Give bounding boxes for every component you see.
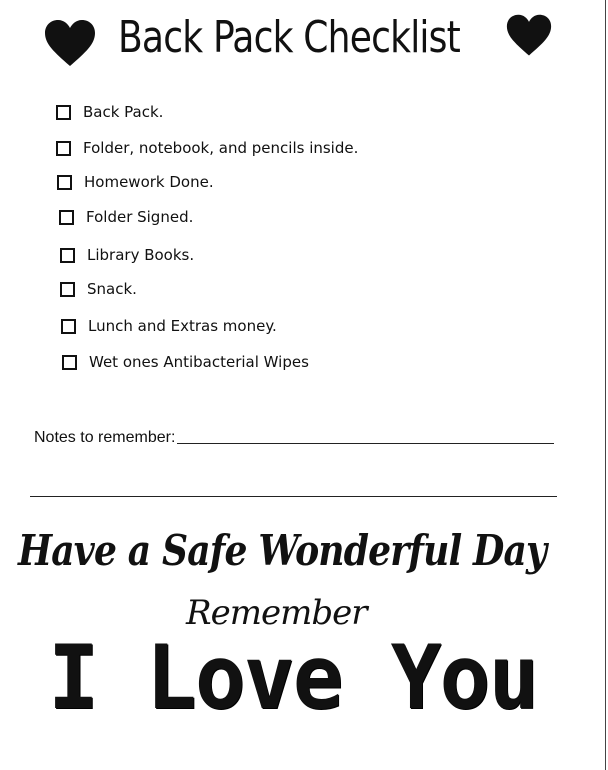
page-edge-line xyxy=(605,0,606,770)
heart-icon xyxy=(506,14,552,58)
checkbox[interactable] xyxy=(60,282,75,297)
checkbox[interactable] xyxy=(56,141,71,156)
checklist-item[interactable] xyxy=(57,171,214,193)
notes-field[interactable] xyxy=(34,425,554,447)
remember-text: Remember xyxy=(186,593,367,633)
checklist-item[interactable] xyxy=(61,315,277,337)
checkbox[interactable] xyxy=(59,210,74,225)
checkbox[interactable] xyxy=(56,105,71,120)
checklist-item-label: Wet ones Antibacterial Wipes xyxy=(89,353,309,371)
notes-label: Notes to remember: xyxy=(34,429,176,446)
motto-text: Have a Safe Wonderful Day xyxy=(18,526,547,575)
notes-write-line-2[interactable] xyxy=(30,496,557,497)
checklist-item-label: Lunch and Extras money. xyxy=(88,317,277,335)
checklist-item[interactable] xyxy=(56,101,163,123)
page-title: Back Pack Checklist xyxy=(118,12,460,63)
checklist-item-label: Folder Signed. xyxy=(86,208,194,226)
checklist-item-label: Snack. xyxy=(87,280,137,298)
checklist-item[interactable] xyxy=(60,244,194,266)
love-text: I Love You xyxy=(48,626,538,729)
checklist-item-label: Back Pack. xyxy=(83,103,164,121)
checklist-item[interactable] xyxy=(60,278,137,300)
checklist-item[interactable] xyxy=(62,351,309,373)
heart-icon xyxy=(44,20,96,68)
checkbox[interactable] xyxy=(57,175,72,190)
checklist-item[interactable] xyxy=(59,206,193,228)
checklist-item-label: Folder, notebook, and pencils inside. xyxy=(83,139,359,157)
checklist-item[interactable] xyxy=(56,137,358,159)
checklist-item-label: Homework Done. xyxy=(84,173,214,191)
checkbox[interactable] xyxy=(60,248,75,263)
notes-write-line[interactable] xyxy=(177,442,554,444)
checkbox[interactable] xyxy=(62,355,77,370)
checkbox[interactable] xyxy=(61,319,76,334)
checklist-item-label: Library Books. xyxy=(87,246,195,264)
